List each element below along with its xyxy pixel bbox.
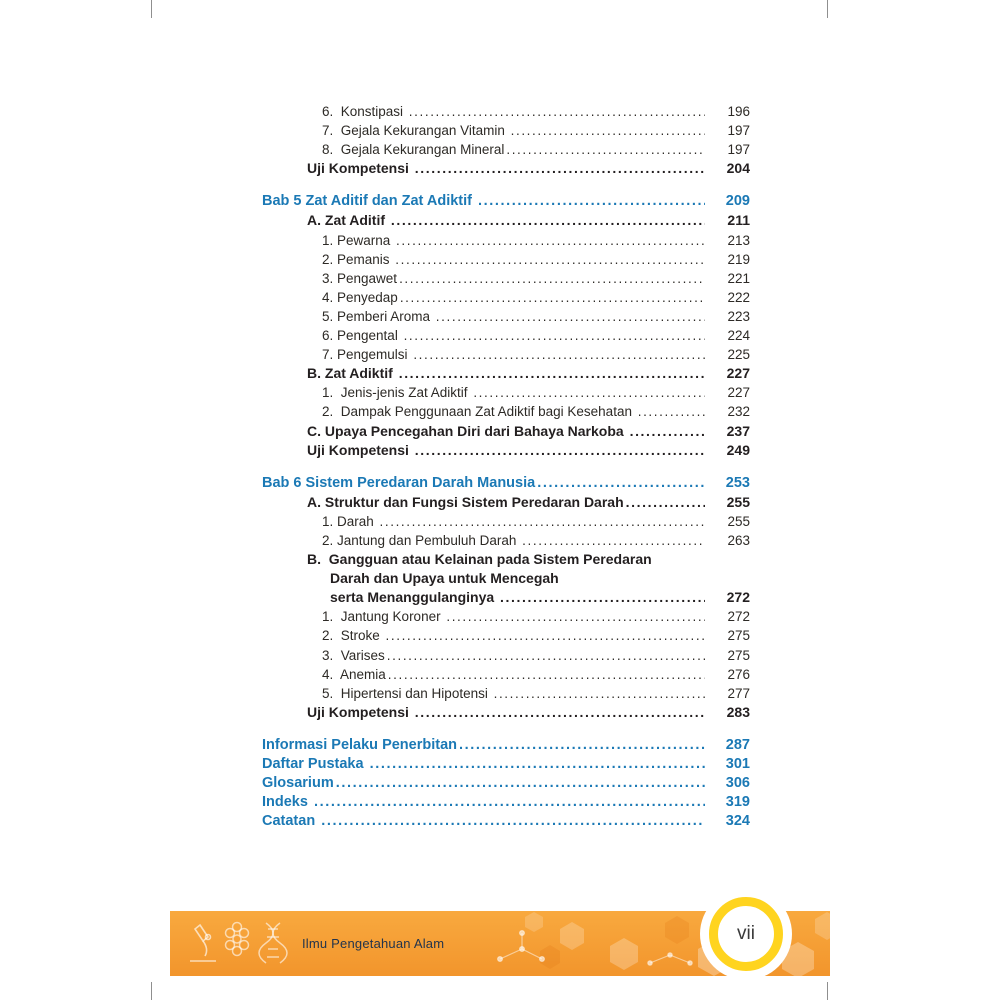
toc-entry-label: Uji Kompetensi (307, 703, 413, 720)
toc-page-number: 237 (726, 422, 750, 439)
toc-entry-label: serta Menanggulanginya (330, 589, 499, 606)
toc-entry-label: 4. Anemia (322, 666, 386, 682)
page-number: vii (737, 923, 755, 944)
leader-dots (415, 441, 705, 460)
toc-entry-label: 3. Pengawet (322, 270, 398, 286)
toc-entry-label: 1. Jenis-jenis Zat Adiktif (322, 385, 472, 401)
leader-dots (386, 626, 705, 645)
leader-dots (391, 211, 705, 230)
toc-page-number: 306 (725, 775, 750, 792)
leader-dots (314, 793, 705, 812)
footer-book-title: Ilmu Pengetahuan Alam (302, 936, 445, 951)
toc-row (262, 569, 750, 588)
toc-entry-label: 2. Jantung dan Pembuluh Darah (322, 532, 521, 548)
toc-row (262, 102, 750, 121)
toc-row (262, 646, 750, 665)
toc-entry-label: 6. Konstipasi (322, 104, 407, 119)
toc-row (262, 192, 750, 211)
toc-page-number: 227 (727, 385, 750, 401)
leader-dots (396, 231, 705, 250)
toc-row (262, 269, 750, 288)
toc-entry-label: C. Upaya Pencegahan Diri dari Bahaya Narkoba (307, 422, 628, 439)
toc-row (262, 364, 750, 383)
table-of-contents (262, 102, 750, 831)
toc-entry-label: 2. Dampak Penggunaan Zat Adiktif bagi Kesehatan (322, 404, 636, 420)
toc-page-number: 204 (726, 160, 750, 177)
leader-dots (446, 607, 705, 626)
toc-row (262, 812, 750, 831)
toc-page-number: 255 (727, 513, 750, 529)
toc-row (262, 550, 750, 569)
leader-dots (500, 588, 705, 607)
toc-page-number: 197 (727, 123, 750, 139)
microscope-icon (190, 925, 216, 961)
toc-page-number: 263 (727, 532, 750, 548)
toc-row (262, 755, 750, 774)
toc-page-number: 219 (727, 251, 750, 267)
leader-dots (415, 159, 705, 178)
toc-row (262, 684, 750, 703)
leader-dots (409, 102, 705, 121)
toc-page-number: 213 (727, 232, 750, 248)
toc-entry-label: 1. Jantung Koroner (322, 609, 445, 625)
toc-page-number: 249 (726, 441, 750, 458)
toc-row (262, 326, 750, 345)
page-number-ring (709, 897, 783, 971)
toc-row (262, 441, 750, 460)
crop-mark-top-left (151, 0, 152, 18)
toc-row (262, 250, 750, 269)
toc-page-number: 277 (727, 685, 750, 701)
leader-dots (370, 755, 705, 774)
toc-entry-label: Catatan (262, 813, 320, 830)
toc-entry-label: Bab 6 Sistem Peredaran Darah Manusia (262, 474, 536, 491)
toc-entry-label: Indeks (262, 794, 312, 811)
toc-page-number: 253 (725, 474, 750, 491)
leader-dots (494, 684, 705, 703)
crop-mark-bottom-left (151, 982, 152, 1000)
toc-page-number: 319 (725, 794, 750, 811)
toc-entry-label: Glosarium (262, 775, 334, 792)
toc-entry-label: Informasi Pelaku Penerbitan (262, 736, 458, 753)
leader-dots (626, 493, 705, 512)
leader-dots (415, 703, 705, 722)
toc-page-number: 255 (726, 493, 750, 510)
toc-entry-label: Darah dan Upaya untuk Mencegah (330, 570, 559, 587)
toc-page-number: 276 (727, 666, 750, 682)
leader-dots (506, 140, 705, 159)
toc-row (262, 211, 750, 230)
toc-page-number: 287 (725, 736, 750, 753)
toc-row (262, 121, 750, 140)
leader-dots (436, 307, 705, 326)
toc-row (262, 383, 750, 402)
leader-dots (404, 326, 705, 345)
toc-page-number: 222 (727, 289, 750, 305)
toc-entry-label: 2. Pemanis (322, 251, 394, 267)
toc-entry-label: 8. Gejala Kekurangan Mineral (322, 142, 505, 158)
toc-row (262, 159, 750, 178)
toc-page-number: 283 (726, 703, 750, 720)
toc-entry-label: 7. Gejala Kekurangan Vitamin (322, 123, 509, 139)
toc-page-number: 221 (727, 270, 750, 286)
toc-entry-label: B. Gangguan atau Kelainan pada Sistem Peredaran (307, 551, 652, 568)
toc-page-number: 301 (725, 756, 750, 772)
toc-page-number: 211 (727, 212, 750, 229)
toc-row (262, 512, 750, 531)
crop-mark-top-right (827, 0, 828, 18)
leader-dots (522, 531, 705, 550)
leader-dots (400, 288, 705, 307)
toc-page-number: 272 (726, 589, 750, 606)
leader-dots (630, 422, 705, 441)
toc-entry-label: 1. Pewarna (322, 232, 395, 248)
toc-page-number: 275 (727, 628, 750, 644)
leader-dots (399, 269, 705, 288)
toc-row (262, 607, 750, 626)
leader-dots (336, 774, 705, 793)
leader-dots (321, 812, 705, 831)
leader-dots (459, 736, 705, 755)
toc-row (262, 345, 750, 364)
toc-entry-label: 3. Varises (322, 647, 385, 663)
toc-row (262, 531, 750, 550)
toc-entry-label: 2. Stroke (322, 628, 384, 644)
toc-page-number: 227 (726, 365, 750, 382)
toc-row (262, 703, 750, 722)
toc-page-number: 225 (727, 347, 750, 363)
leader-dots (511, 121, 705, 140)
toc-row (262, 140, 750, 159)
toc-entry-label: Uji Kompetensi (307, 160, 413, 177)
toc-page-number: 324 (725, 813, 750, 830)
crop-mark-bottom-right (827, 982, 828, 1000)
leader-dots (638, 402, 705, 421)
toc-page-number: 224 (727, 328, 750, 344)
toc-entry-label: 5. Pemberi Aroma (322, 308, 434, 324)
toc-entry-label: A. Zat Aditif (307, 212, 389, 229)
toc-row (262, 626, 750, 645)
toc-entry-label: B. Zat Adiktif (307, 365, 397, 382)
toc-row (262, 422, 750, 441)
leader-dots (537, 474, 705, 493)
toc-entry-label: Bab 5 Zat Aditif dan Zat Adiktif (262, 193, 477, 210)
dna-icon (259, 923, 287, 963)
leader-dots (399, 364, 705, 383)
toc-row (262, 231, 750, 250)
leader-dots (395, 250, 705, 269)
leader-dots (387, 646, 705, 665)
toc-row (262, 736, 750, 755)
molecule-links-decoration (498, 931, 693, 966)
toc-page-number: 196 (727, 104, 750, 119)
leader-dots (473, 383, 705, 402)
page-number-badge (700, 888, 792, 980)
toc-row (262, 774, 750, 793)
flower-icon (226, 923, 249, 956)
toc-entry-label: 5. Hipertensi dan Hipotensi (322, 685, 492, 701)
leader-dots (380, 512, 705, 531)
toc-row (262, 307, 750, 326)
toc-row (262, 402, 750, 421)
toc-entry-label: 6. Pengental (322, 328, 402, 344)
toc-row (262, 493, 750, 512)
leader-dots (413, 345, 705, 364)
toc-entry-label: 1. Darah (322, 513, 378, 529)
leader-dots (478, 192, 705, 211)
leader-dots (388, 665, 705, 684)
toc-page-number: 275 (727, 647, 750, 663)
toc-page-number: 272 (727, 609, 750, 625)
toc-entry-label: Daftar Pustaka (262, 756, 368, 772)
toc-page-number: 209 (725, 193, 750, 210)
toc-entry-label: 4. Penyedap (322, 289, 398, 305)
toc-entry-label: Uji Kompetensi (307, 441, 413, 458)
toc-row (262, 665, 750, 684)
toc-page-number: 197 (727, 142, 750, 158)
toc-row (262, 793, 750, 812)
toc-page-number: 232 (727, 404, 750, 420)
toc-row (262, 288, 750, 307)
toc-entry-label: A. Struktur dan Fungsi Sistem Peredaran Darah (307, 493, 624, 510)
toc-row (262, 474, 750, 493)
toc-entry-label: 7. Pengemulsi (322, 347, 412, 363)
toc-row (262, 588, 750, 607)
toc-page-number: 223 (727, 308, 750, 324)
